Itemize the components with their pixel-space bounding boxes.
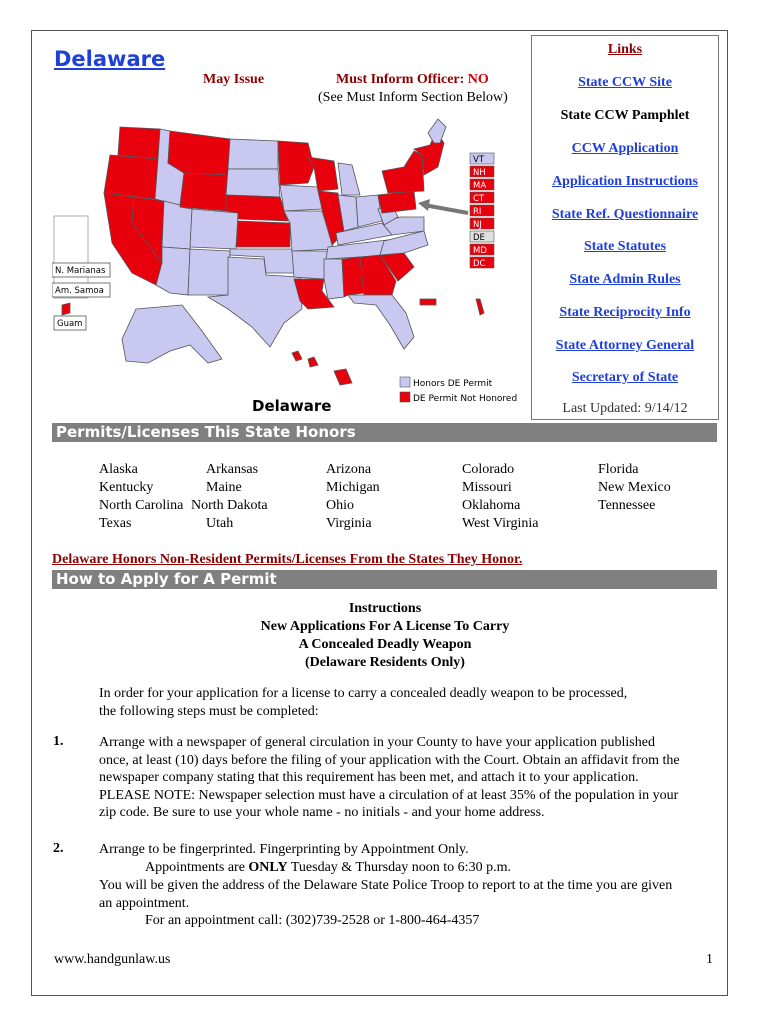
must-inform-label: Must Inform Officer: [336,72,465,87]
links-panel [531,35,719,420]
map-state-mi [338,163,360,195]
honored-state: Missouri [462,480,512,495]
map-territory-vi [476,299,484,315]
honored-state: New Mexico [598,480,671,495]
map-state-wy [180,173,228,211]
east-ma: MA [473,181,487,191]
map-title: Delaware [252,397,332,415]
east-vt: VT [473,155,485,165]
map-state-hi [292,351,352,385]
east-de: DE [473,233,485,243]
map-state-me [428,119,446,143]
honored-state: Florida [598,462,639,477]
map-state-ms [324,259,344,299]
must-inform [336,72,489,88]
link-state-ccw-pamphlet: State CCW Pamphlet [560,108,690,123]
link-state-admin-rules[interactable]: State Admin Rules [569,272,681,287]
apply-heading: How to Apply for A Permit [52,570,717,589]
honored-state: Arkansas [206,462,259,477]
east-nh: NH [473,168,486,178]
link-state-ccw-site[interactable]: State CCW Site [578,75,672,90]
map-state-ia [280,185,322,211]
honored-state: Michigan [326,480,380,495]
must-inform-value: NO [467,72,489,87]
link-application-instructions[interactable]: Application Instructions [552,174,698,189]
link-state-statutes[interactable]: State Statutes [583,239,667,254]
link-state-reciprocity-info[interactable]: State Reciprocity Info [559,305,691,320]
honored-state: Utah [206,516,234,531]
honored-state: Arizona [326,462,372,477]
map-state-ut [162,201,192,249]
map-state-mn [278,141,314,185]
map-state-co [190,209,238,249]
map-state-wa [118,127,160,159]
appointment-hours [145,859,735,877]
label-am-samoa: Am. Samoa [55,286,104,296]
state-title[interactable]: Delaware [54,47,166,71]
page-number: 1 [706,952,713,967]
map-state-oh [356,195,382,227]
arrow-icon [424,205,468,213]
step-2-number: 2. [53,841,64,856]
must-inform-note: (See Must Inform Section Below) [318,90,508,105]
instructions-line: New Applications For A License To Carry [260,619,510,634]
footer-website[interactable]: www.handgunlaw.us [54,952,171,967]
link-ccw-application[interactable]: CCW Application [571,141,679,156]
map-state-wi [308,157,338,191]
honors-note: Delaware Honors Non-Resident Permits/Licenses From the States They Honor. [52,552,523,567]
map-state-sd [226,169,280,197]
honored-state: Alaska [99,462,138,477]
label-guam: Guam [57,319,83,329]
map-state-nd [228,139,278,169]
label-n-marianas: N. Marianas [55,266,106,276]
map-state-ks [236,221,290,247]
map-state-ak [122,305,222,363]
map-territory-pr [420,299,436,305]
honored-state: Kentucky [99,480,154,495]
reciprocity-map [52,113,530,418]
appointment-phone: For an appointment call: (302)739-2528 or 1-800-464-4357 [145,913,480,928]
east-nj: NJ [473,220,482,230]
issue-status: May Issue [203,72,265,87]
honored-state: Maine [206,480,242,495]
link-state-attorney-general[interactable]: State Attorney General [555,338,695,353]
instructions-line: (Delaware Residents Only) [305,655,465,670]
honored-state: Oklahoma [462,498,521,513]
appointment-only: ONLY [248,860,288,875]
east-dc: DC [473,259,486,269]
map-state-fl [348,295,414,349]
map-state-ny [382,151,424,193]
permits-heading: Permits/Licenses This State Honors [52,423,717,442]
appointment-suffix: Tuesday & Thursday noon to 6:30 p.m. [287,860,511,875]
step-2-text: Arrange to be fingerprinted. Fingerprinting by Appointment Only. [99,842,469,857]
honored-state: Tennessee [598,498,656,513]
appointment-prefix: Appointments are [145,860,249,875]
link-state-ref-questionnaire[interactable]: State Ref. Questionnaire [551,207,699,222]
honored-state: Texas [99,516,132,531]
map-territory-guam [62,303,70,315]
honored-state: Virginia [326,516,372,531]
east-md: MD [473,246,487,256]
honored-state: North Dakota [191,498,268,513]
instructions-line: A Concealed Deadly Weapon [298,637,472,652]
east-ri: RI [473,207,482,217]
map-state-mt [168,131,230,175]
honored-state: North Carolina [99,498,184,513]
step-1-text: Arrange with a newspaper of general circulation in your County to have your application published once, at least (10) days before the filing of your application with the Court. Obtain an affidavit from the newspaper company stating that this requirement has been met, and attach it to your application. PLEASE NOTE: Newspaper selection must have a circulation of at least 35% of the population in your zip code. Be sure to use your whole name - no initials - and your home address. [99,735,680,821]
map-state-pa [378,191,416,213]
troop-address-note: You will be given the address of the Delaware State Police Troop to report to at the time you are given an appointment. [99,878,673,911]
east-ct: CT [473,194,485,204]
links-heading: Links [607,42,643,57]
honored-state: Colorado [462,462,515,477]
apply-intro: In order for your application for a license to carry a concealed deadly weapon to be processed, the following steps must be completed: [99,686,628,719]
link-secretary-of-state[interactable]: Secretary of State [571,370,679,385]
map-state-or [104,155,158,199]
honored-state: West Virginia [462,516,539,531]
legend-not-honored: DE Permit Not Honored [413,394,518,404]
honored-state: Ohio [326,498,354,513]
map-state-nm [188,249,230,295]
step-1-number: 1. [53,734,64,749]
legend-honors: Honors DE Permit [413,379,493,389]
last-updated: Last Updated: 9/14/12 [562,401,688,416]
map-state-ar [292,251,328,279]
instructions-title: Instructions [348,601,422,616]
